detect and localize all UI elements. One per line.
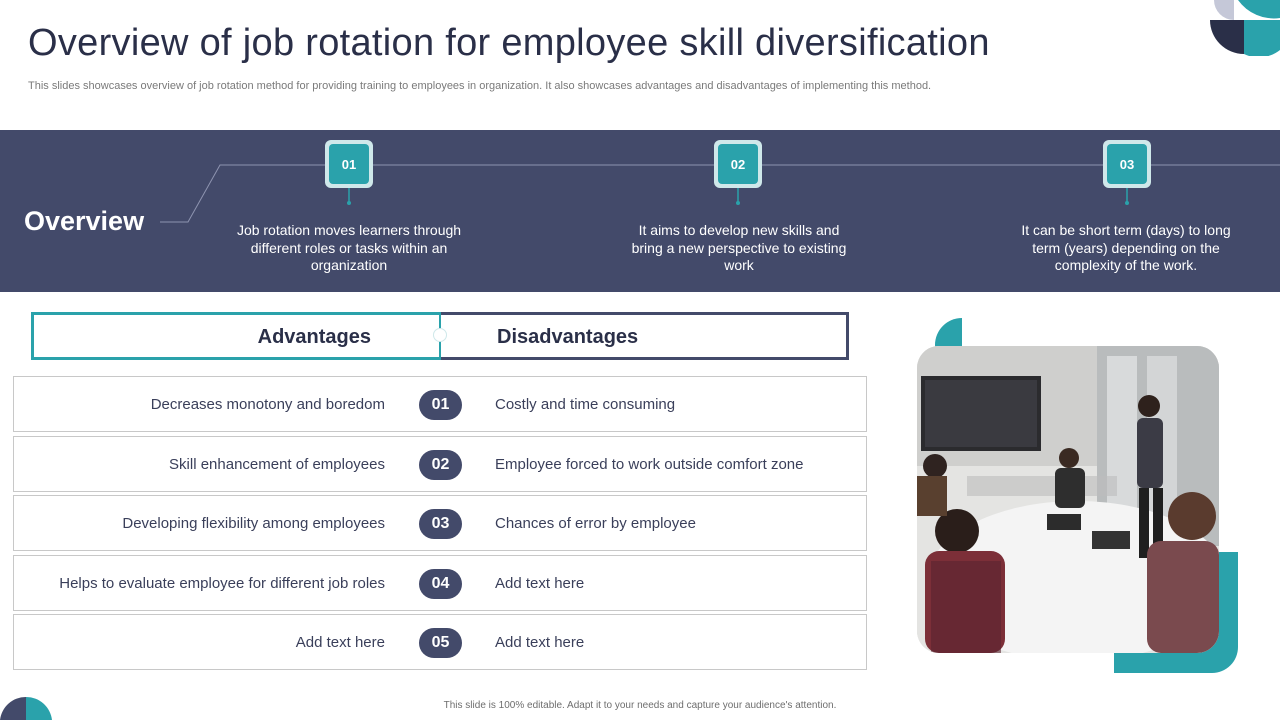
corner-decoration	[1210, 0, 1280, 56]
advantage-text: Decreases monotony and boredom	[150, 396, 385, 413]
meeting-photo	[917, 346, 1219, 653]
comparison-row	[13, 555, 867, 611]
row-number-badge: 04	[419, 569, 462, 599]
comparison-row	[13, 376, 867, 432]
disadvantage-text: Costly and time consuming	[495, 396, 676, 413]
comparison-row	[13, 614, 867, 670]
step-text-1: Job rotation moves learners through different roles or tasks within an organization	[236, 222, 462, 273]
overview-band	[0, 130, 1280, 292]
row-number-badge: 02	[419, 450, 462, 480]
row-number-badge: 01	[419, 390, 462, 420]
disadvantage-text: Add text here	[495, 634, 585, 651]
advantage-text: Helps to evaluate employee for different job roles	[59, 575, 385, 592]
advantage-text: Skill enhancement of employees	[169, 456, 385, 473]
step-badge-1	[325, 140, 373, 188]
corner-decoration-bottom	[0, 697, 54, 720]
advantages-header	[31, 312, 442, 360]
step-badge-2	[714, 140, 762, 188]
disadvantages-label: Disadvantages	[497, 326, 639, 348]
step-number: 02	[718, 144, 758, 184]
disadvantages-header	[441, 312, 849, 360]
page-title: Overview of job rotation for employee skill diversification	[28, 22, 990, 64]
disadvantage-text: Employee forced to work outside comfort zone	[495, 456, 804, 473]
meeting-photo-illustration	[917, 346, 1219, 653]
row-number-badge: 03	[419, 509, 462, 539]
step-text-2: It aims to develop new skills and bring a new perspective to existing work	[631, 222, 847, 273]
disadvantage-text: Add text here	[495, 575, 585, 592]
footer-note: This slide is 100% editable. Adapt it to your needs and capture your audience's attention.	[443, 700, 837, 711]
step-text-3: It can be short term (days) to long term (years) depending on the complexity of the work.	[1021, 222, 1231, 273]
step-number: 03	[1107, 144, 1147, 184]
advantage-text: Developing flexibility among employees	[122, 515, 385, 532]
comparison-row	[13, 495, 867, 551]
page-subtitle: This slides showcases overview of job rotation method for providing training to employees in organization. It also showcases advantages and disadvantages of implementing this method.	[28, 80, 932, 92]
step-badge-3	[1103, 140, 1151, 188]
advantage-text: Add text here	[295, 634, 385, 651]
header-divider-dot	[433, 328, 447, 342]
advantages-label: Advantages	[257, 326, 371, 348]
row-number-badge: 05	[419, 628, 462, 658]
comparison-row	[13, 436, 867, 492]
step-number: 01	[329, 144, 369, 184]
disadvantage-text: Chances of error by employee	[495, 515, 696, 532]
overview-heading: Overview	[24, 206, 145, 236]
